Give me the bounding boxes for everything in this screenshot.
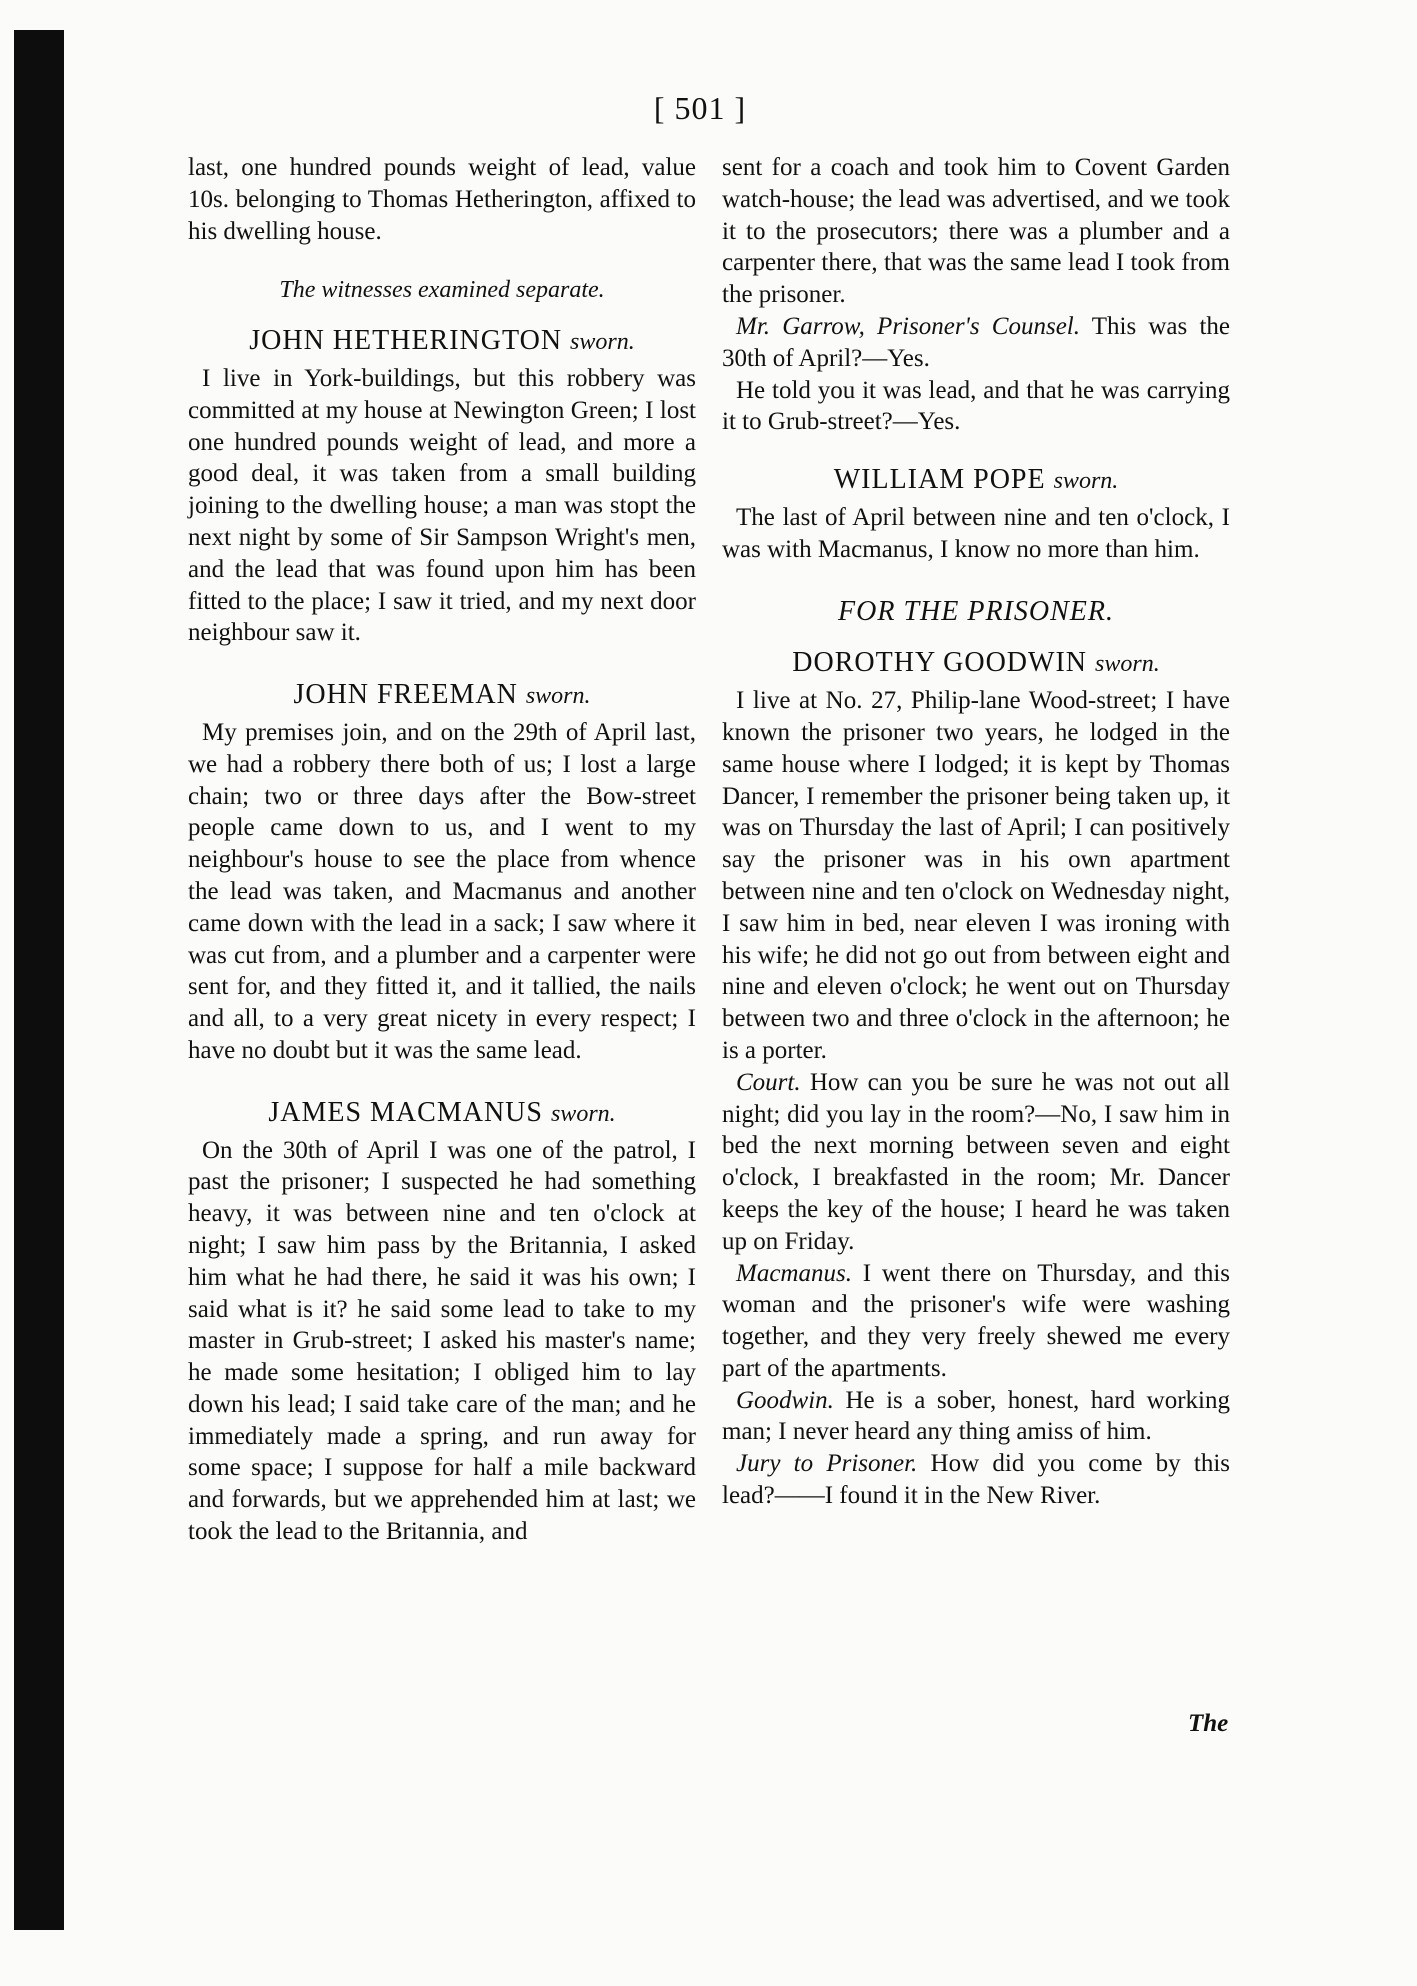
- page-number: [ 501 ]: [653, 90, 747, 126]
- testimony-macmanus: On the 30th of April I was one of the patrol, I past the prisoner; I suspected he had something heavy, it was between nine and ten o'clock at night; I saw him pass by the Britannia, I asked him what he had there, he said it was his own; I said what is it? he said some lead to take to my master in Grub-street; I asked his master's name; he made some hesitation; I obliged him to lay down his lead; I said take care of the man; and he immediately made a spring, and run away for some space; I suppose for half a mile backward and forwards, but we apprehended him at last; we took the lead to the Britannia, and: [188, 1136, 696, 1546]
- witness-heading-freeman: [188, 679, 696, 713]
- witness-name: JOHN HETHERINGTON: [249, 325, 563, 357]
- testimony-goodwin: I live at No. 27, Philip-lane Wood-street; I have known the prisoner two years, he lodged in the same house where I lodged; it is kept by Thomas Dancer, I remember the prisoner being taken up, it was on Thursday the last of April; I can positively say the prisoner was in his own apartment between nine and ten o'clock on Wednesday night, I saw him in bed, near eleven I was ironing with his wife; he did not go out from between eight and nine and eleven o'clock; he went out on Thursday between two and three o'clock in the afternoon; he is a porter.: [722, 687, 1230, 1064]
- witness-name: JOHN FREEMAN: [293, 679, 518, 711]
- left-column: [188, 152, 696, 1548]
- court-text: How can you be sure he was not out all night; did you lay in the room?—No, I saw him in bed the next morning between seven and eight o'clock, I breakfasted in the room; Mr. Dancer keeps the key of the house; I heard he was taken up on Friday.: [722, 1068, 1231, 1255]
- counsel-label: Mr. Garrow, Prisoner's Counsel.: [736, 312, 1081, 340]
- goodwin-label: Goodwin.: [736, 1386, 834, 1414]
- witness-heading-hetherington: [188, 325, 696, 359]
- catchword: The: [1188, 1710, 1229, 1737]
- witness-name: WILLIAM POPE: [833, 464, 1046, 496]
- continued-testimony: sent for a coach and took him to Covent Garden watch-house; the lead was advertised, and we took it to the prosecutors; there was a plumber and a carpenter there, that was the same lead I took from the prisoner.: [722, 154, 1230, 309]
- macmanus-label: Macmanus.: [736, 1259, 852, 1287]
- macmanus-reply: [722, 1258, 1230, 1385]
- goodwin-text: He is a sober, honest, hard working man; I never heard any thing amiss of him.: [722, 1386, 1230, 1446]
- sworn-label: sworn.: [570, 329, 635, 356]
- opening-paragraph: last, one hundred pounds weight of lead, value 10s. belonging to Thomas Hetherington, affixed to his dwelling house.: [188, 154, 696, 245]
- sworn-label: sworn.: [1095, 651, 1160, 678]
- testimony-pope: The last of April between nine and ten o'clock, I was with Macmanus, I know no more than him.: [722, 503, 1230, 563]
- jury-label: Jury to Prisoner.: [736, 1450, 918, 1478]
- witness-heading-pope: [722, 464, 1230, 498]
- jury-text: How did you come by this lead?——I found it in the New River.: [722, 1450, 1230, 1510]
- section-heading: FOR THE PRISONER.: [838, 595, 1114, 627]
- court-label: Court.: [736, 1068, 801, 1096]
- sworn-label: sworn.: [1053, 468, 1119, 495]
- witness-heading-goodwin: [722, 647, 1230, 681]
- testimony-hetherington: I live in York-buildings, but this robbery was committed at my house at Newington Green; I lost one hundred pounds weight of lead, and more a good deal, it was taken from a small building joining to the dwelling house; a man was stopt the next night by some of Sir Sampson Wright's men, and the lead that was found upon him has been fitted to the place; I saw it tried, and my next door neighbour saw it.: [188, 364, 696, 647]
- testimony-freeman: My premises join, and on the 29th of April last, we had a robbery there both of us; I lost a large chain; two or three days after the Bow-street people came down to us, and I went to my neighbour's house to see the place from whence the lead was taken, and Macmanus and another came down with the lead in a sack; I saw where it was cut from, and a plumber and a carpenter were sent for, and they fitted it, and it tallied, the nails and all, to a very great nicety in every respect; I have no doubt but it was the same lead.: [188, 718, 696, 1064]
- sworn-label: sworn.: [525, 683, 591, 710]
- witnesses-note: The witnesses examined separate.: [279, 277, 605, 304]
- macmanus-text: I went there on Thursday, and this woman and the prisoner's wife were washing together, and they very freely shewed me every part of the apartments.: [722, 1259, 1230, 1382]
- sworn-label: sworn.: [550, 1100, 616, 1127]
- witness-heading-macmanus: [188, 1097, 696, 1131]
- court-question: [722, 1067, 1230, 1258]
- counsel-question-2: He told you it was lead, and that he was carrying it to Grub-street?—Yes.: [722, 376, 1230, 436]
- jury-question: [722, 1448, 1230, 1512]
- counsel-text: This was the 30th of April?—Yes.: [722, 312, 1230, 372]
- right-column: [722, 152, 1230, 1512]
- binding-shadow: [14, 30, 64, 1930]
- counsel-question: [722, 311, 1230, 375]
- witness-name: DOROTHY GOODWIN: [792, 647, 1087, 679]
- goodwin-reply: [722, 1385, 1230, 1449]
- witness-name: JAMES MACMANUS: [268, 1096, 543, 1128]
